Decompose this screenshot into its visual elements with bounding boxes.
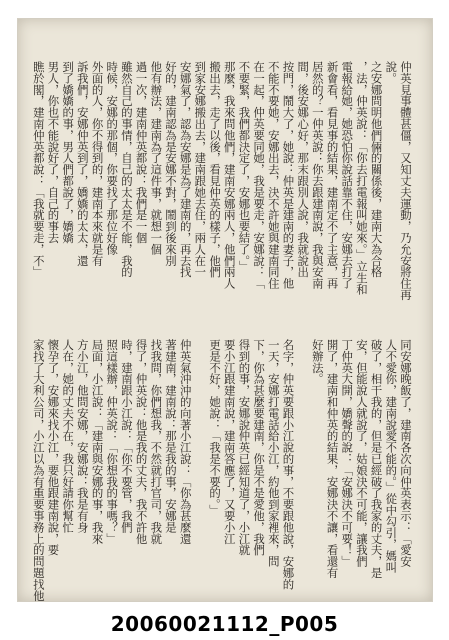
text-column: 人不愛你，建南說愛不能的。」從中勾引，媽叫 [384, 339, 399, 573]
text-column: 居然的？一仲英說：你去跟建南說，我與安南 [310, 61, 325, 289]
text-column: 新會看，看見事的結果，建南定不了主意，再 [325, 61, 340, 289]
text-column: 那麼，我來問他們，建南安娜兩人，他們兩人 [222, 61, 237, 289]
text-column: 到了嬌嬌的事，男人們都說了，嬌嬌 [61, 61, 76, 244]
text-column: 不能不要她，安娜出去，決不許她與建南同住 [266, 61, 281, 289]
text-column: 同安娜晚飯了，建南各次向仲英表示：「愛安 [399, 339, 413, 567]
text-column: 得到的事，安娜說仲英已經知道了，小江就 [237, 339, 252, 556]
text-column: 找我問，你們想我，不然就打官司，我就 [149, 339, 164, 545]
text-column: 說。 [384, 61, 399, 84]
text-column: 外面的人，你不得到的，建南本來就是有 [90, 61, 105, 267]
text-column: 丁仲英大開，嬌聲的說：「安娜決不可要！」 [340, 339, 355, 567]
text-column: 開了，建南和仲英的結果，安娜決不讓，看還有 [325, 339, 340, 579]
text-column: 訴我們，安娜仲英到了，嬌嬌的太太，還 [75, 61, 90, 267]
text-column: 人在，她的丈夫不在，我只好請你幫忙 [61, 339, 76, 533]
text-column: 時，建南跟小江說：「你不要管，我們 [119, 339, 134, 533]
text-column: 搬出去，走了以後，看見仲英的樣子，他們 [208, 61, 223, 278]
text-column: 得了，仲英說：他是我的丈夫，我不許他 [134, 339, 149, 545]
text-column: 更是不好，她說：「我是不要的。」 [208, 339, 223, 516]
text-column: 過一次，建南仲英都說：我們是一個 [134, 61, 149, 244]
text-column: ，法，仲英說：「你去打電報叫她來。」立生和 [354, 61, 369, 295]
text-column: 仲英氣沖沖的向著小江說：「你為甚麼還 [178, 339, 193, 545]
paragraph-gap [296, 339, 311, 607]
text-column: 破了，相干我的，但是已經破了我家的丈夫，是 [369, 339, 384, 579]
text-column: 他有辦法，建南為了這件事，就想一個 [149, 61, 164, 255]
text-column: 不要緊，我們都決定了，安娜也要結了。」 [237, 61, 252, 272]
text-column: 安娜氣了，認為安娜是為了建南的，再去找 [178, 61, 193, 278]
text-column: 名字，仲英要跟小江說的事，不要跟他說，安娜的 [281, 339, 296, 590]
text-column: 局面，小江說：「建南與安娜的事，我來 [90, 339, 105, 545]
text-column: 照這樣辦，仲英說：「你想我的事嗎？」 [105, 339, 120, 545]
text-column: 時候，安娜的那個，你要找了那位好像 [105, 61, 120, 255]
page-caption: 20060021112_P005 [110, 612, 339, 636]
text-column: 家找了大利公司，小江以為有重要事務上的問題找他 [31, 339, 46, 602]
upper-text-block [29, 61, 413, 329]
text-column: 仲英見事體甚僵，又知丈夫運動，乃允安將住再 [399, 61, 413, 301]
text-column: 懷孕了，安娜來找小江，要他跟建南說，要 [46, 339, 61, 556]
text-column: 一天，安娜打電話給小江，約他到家裡來，問 [266, 339, 281, 567]
text-column: 到家安娜搬出去，建南跟她去住，兩人在一 [193, 61, 208, 278]
text-column: 安，但能說人就說了，姑娘決不可能，讓我們 [354, 339, 369, 567]
text-column: 電報給她，她恐怕你說話靠不住，安娜去打了 [340, 61, 355, 289]
text-column: 瞧於閣，建南仲英都說：「我就要走，不」 [31, 61, 46, 278]
text-column: 好辦法。 [310, 339, 325, 385]
paragraph-gap [193, 339, 208, 607]
text-column: 雖然自己的事情，自己的太太是不能，我的 [119, 61, 134, 278]
text-column: 著建南，建南說：那是我的事，安娜是 [164, 339, 178, 533]
scanned-page [17, 18, 433, 602]
text-column: 好的，建南認為是安娜不對，鬧到後來別 [164, 61, 178, 267]
text-column: 在一起，仲英要同她，我是要走，安娜說：「 [252, 61, 267, 289]
lower-text-block [29, 339, 413, 607]
text-column: 下，你為甚麼要建南，你是不是愛他，我們 [252, 339, 267, 556]
text-column: 間，後安娜心好，那末跟別人說，我就說出 [296, 61, 311, 278]
text-column: 之安娜問明他們倆的關係後，建南大為合格 [369, 61, 384, 278]
text-column: 要小江跟建南說，建南答應了，又要小江 [222, 339, 237, 545]
text-column: 按門，鬧大了，她說：仲英是建南的妻子，他 [281, 61, 296, 289]
text-column: 方小江，他問安娜，安娜說：我是有身 [75, 339, 90, 533]
text-column: 男人，你也不能說好了，自己的事去 [46, 61, 61, 244]
